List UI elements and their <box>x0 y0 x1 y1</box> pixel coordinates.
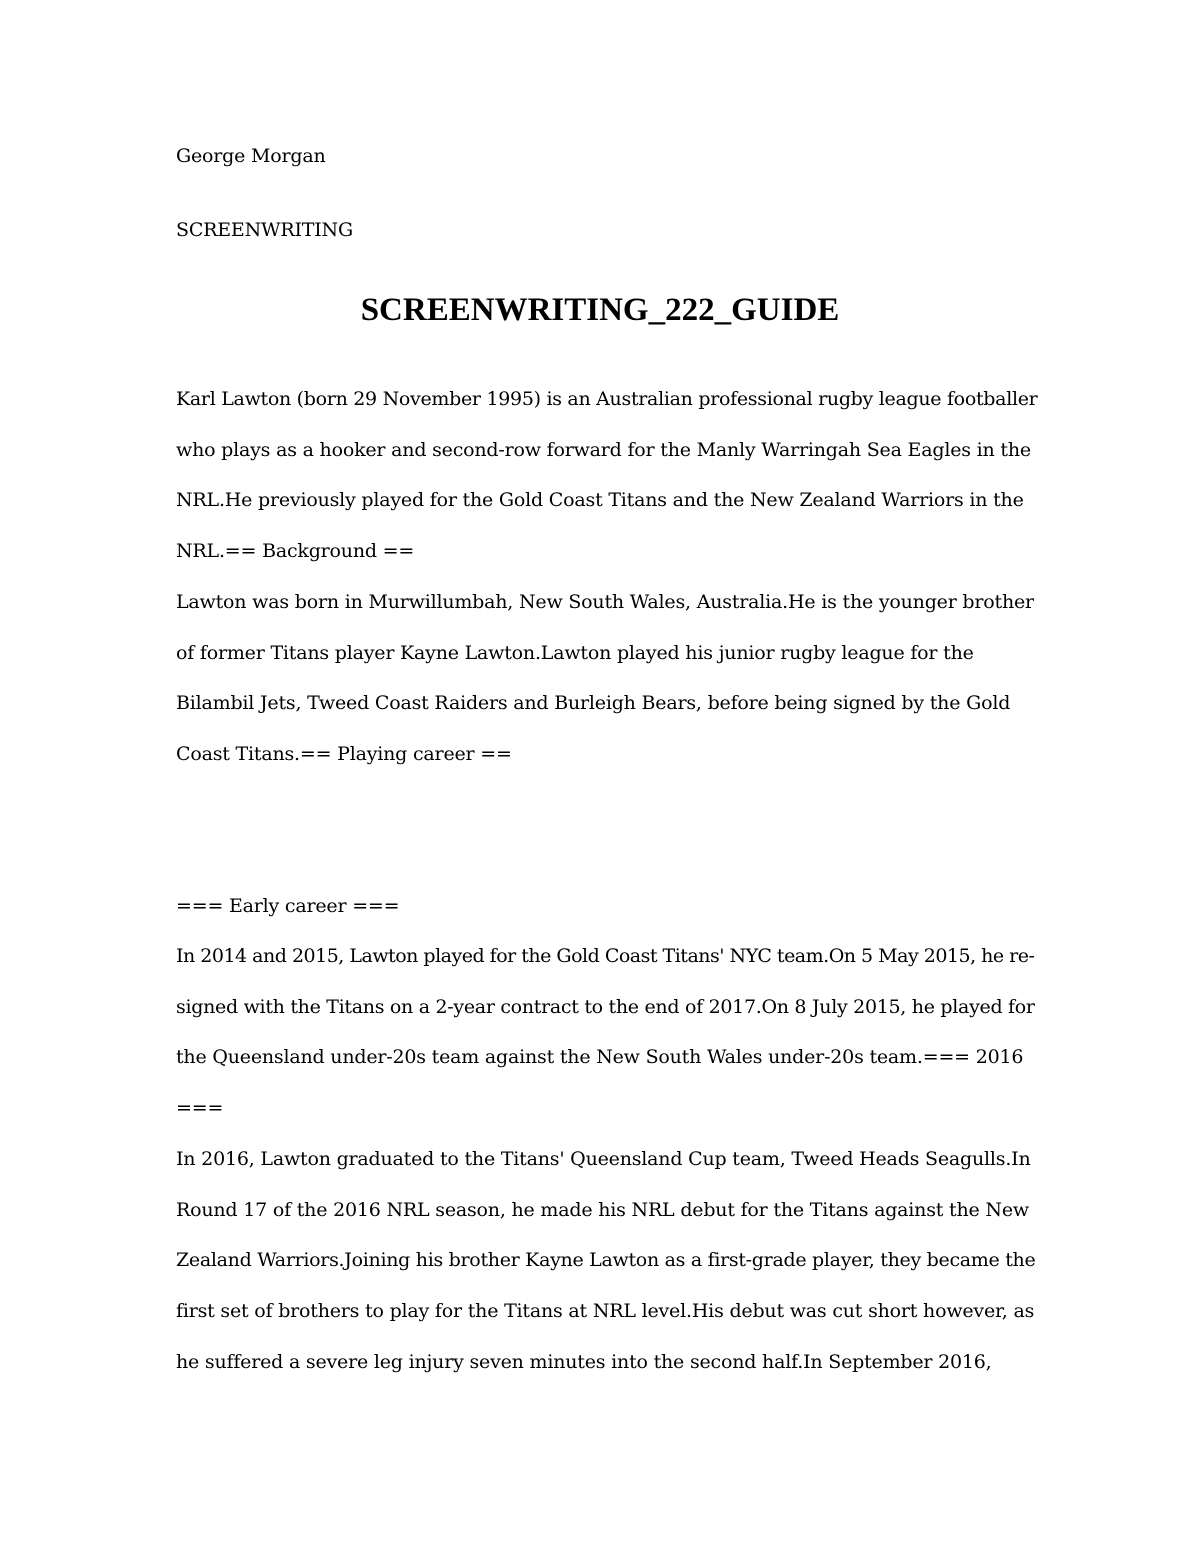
body-line: In 2014 and 2015, Lawton played for the Gold Coast Titans' NYC team.On 5 May 2015, he re- <box>176 945 1035 967</box>
body-line: who plays as a hooker and second-row forward for the Manly Warringah Sea Eagles in the <box>176 439 1031 461</box>
body-line: Bilambil Jets, Tweed Coast Raiders and Burleigh Bears, before being signed by the Gold <box>176 692 1011 714</box>
section-heading-early-career: === Early career === <box>176 895 400 917</box>
course-name: SCREENWRITING <box>176 219 353 241</box>
body-line: Lawton was born in Murwillumbah, New South Wales, Australia.He is the younger brother <box>176 591 1034 613</box>
body-line: first set of brothers to play for the Titans at NRL level.His debut was cut short however, as <box>176 1300 1035 1322</box>
body-line: Karl Lawton (born 29 November 1995) is an Australian professional rugby league footballer <box>176 388 1038 410</box>
body-line: of former Titans player Kayne Lawton.Lawton played his junior rugby league for the <box>176 642 974 664</box>
body-line: the Queensland under-20s team against the New South Wales under-20s team.=== 2016 <box>176 1046 1024 1068</box>
body-line: NRL.He previously played for the Gold Coast Titans and the New Zealand Warriors in the <box>176 489 1024 511</box>
section-heading-background: NRL.== Background == <box>176 540 415 562</box>
body-line: Zealand Warriors.Joining his brother Kayne Lawton as a first-grade player, they became the <box>176 1249 1036 1271</box>
document-title: SCREENWRITING_222_GUIDE <box>360 292 840 328</box>
section-heading-2016: === <box>176 1097 224 1119</box>
body-line: In 2016, Lawton graduated to the Titans' Queensland Cup team, Tweed Heads Seagulls.In <box>176 1148 1031 1170</box>
body-line: signed with the Titans on a 2-year contract to the end of 2017.On 8 July 2015, he played for <box>176 996 1035 1018</box>
body-line: he suffered a severe leg injury seven minutes into the second half.In September 2016, <box>176 1351 992 1373</box>
author-name: George Morgan <box>176 145 326 167</box>
section-heading-playing-career: Coast Titans.== Playing career == <box>176 743 512 765</box>
body-line: Round 17 of the 2016 NRL season, he made his NRL debut for the Titans against the New <box>176 1199 1029 1221</box>
